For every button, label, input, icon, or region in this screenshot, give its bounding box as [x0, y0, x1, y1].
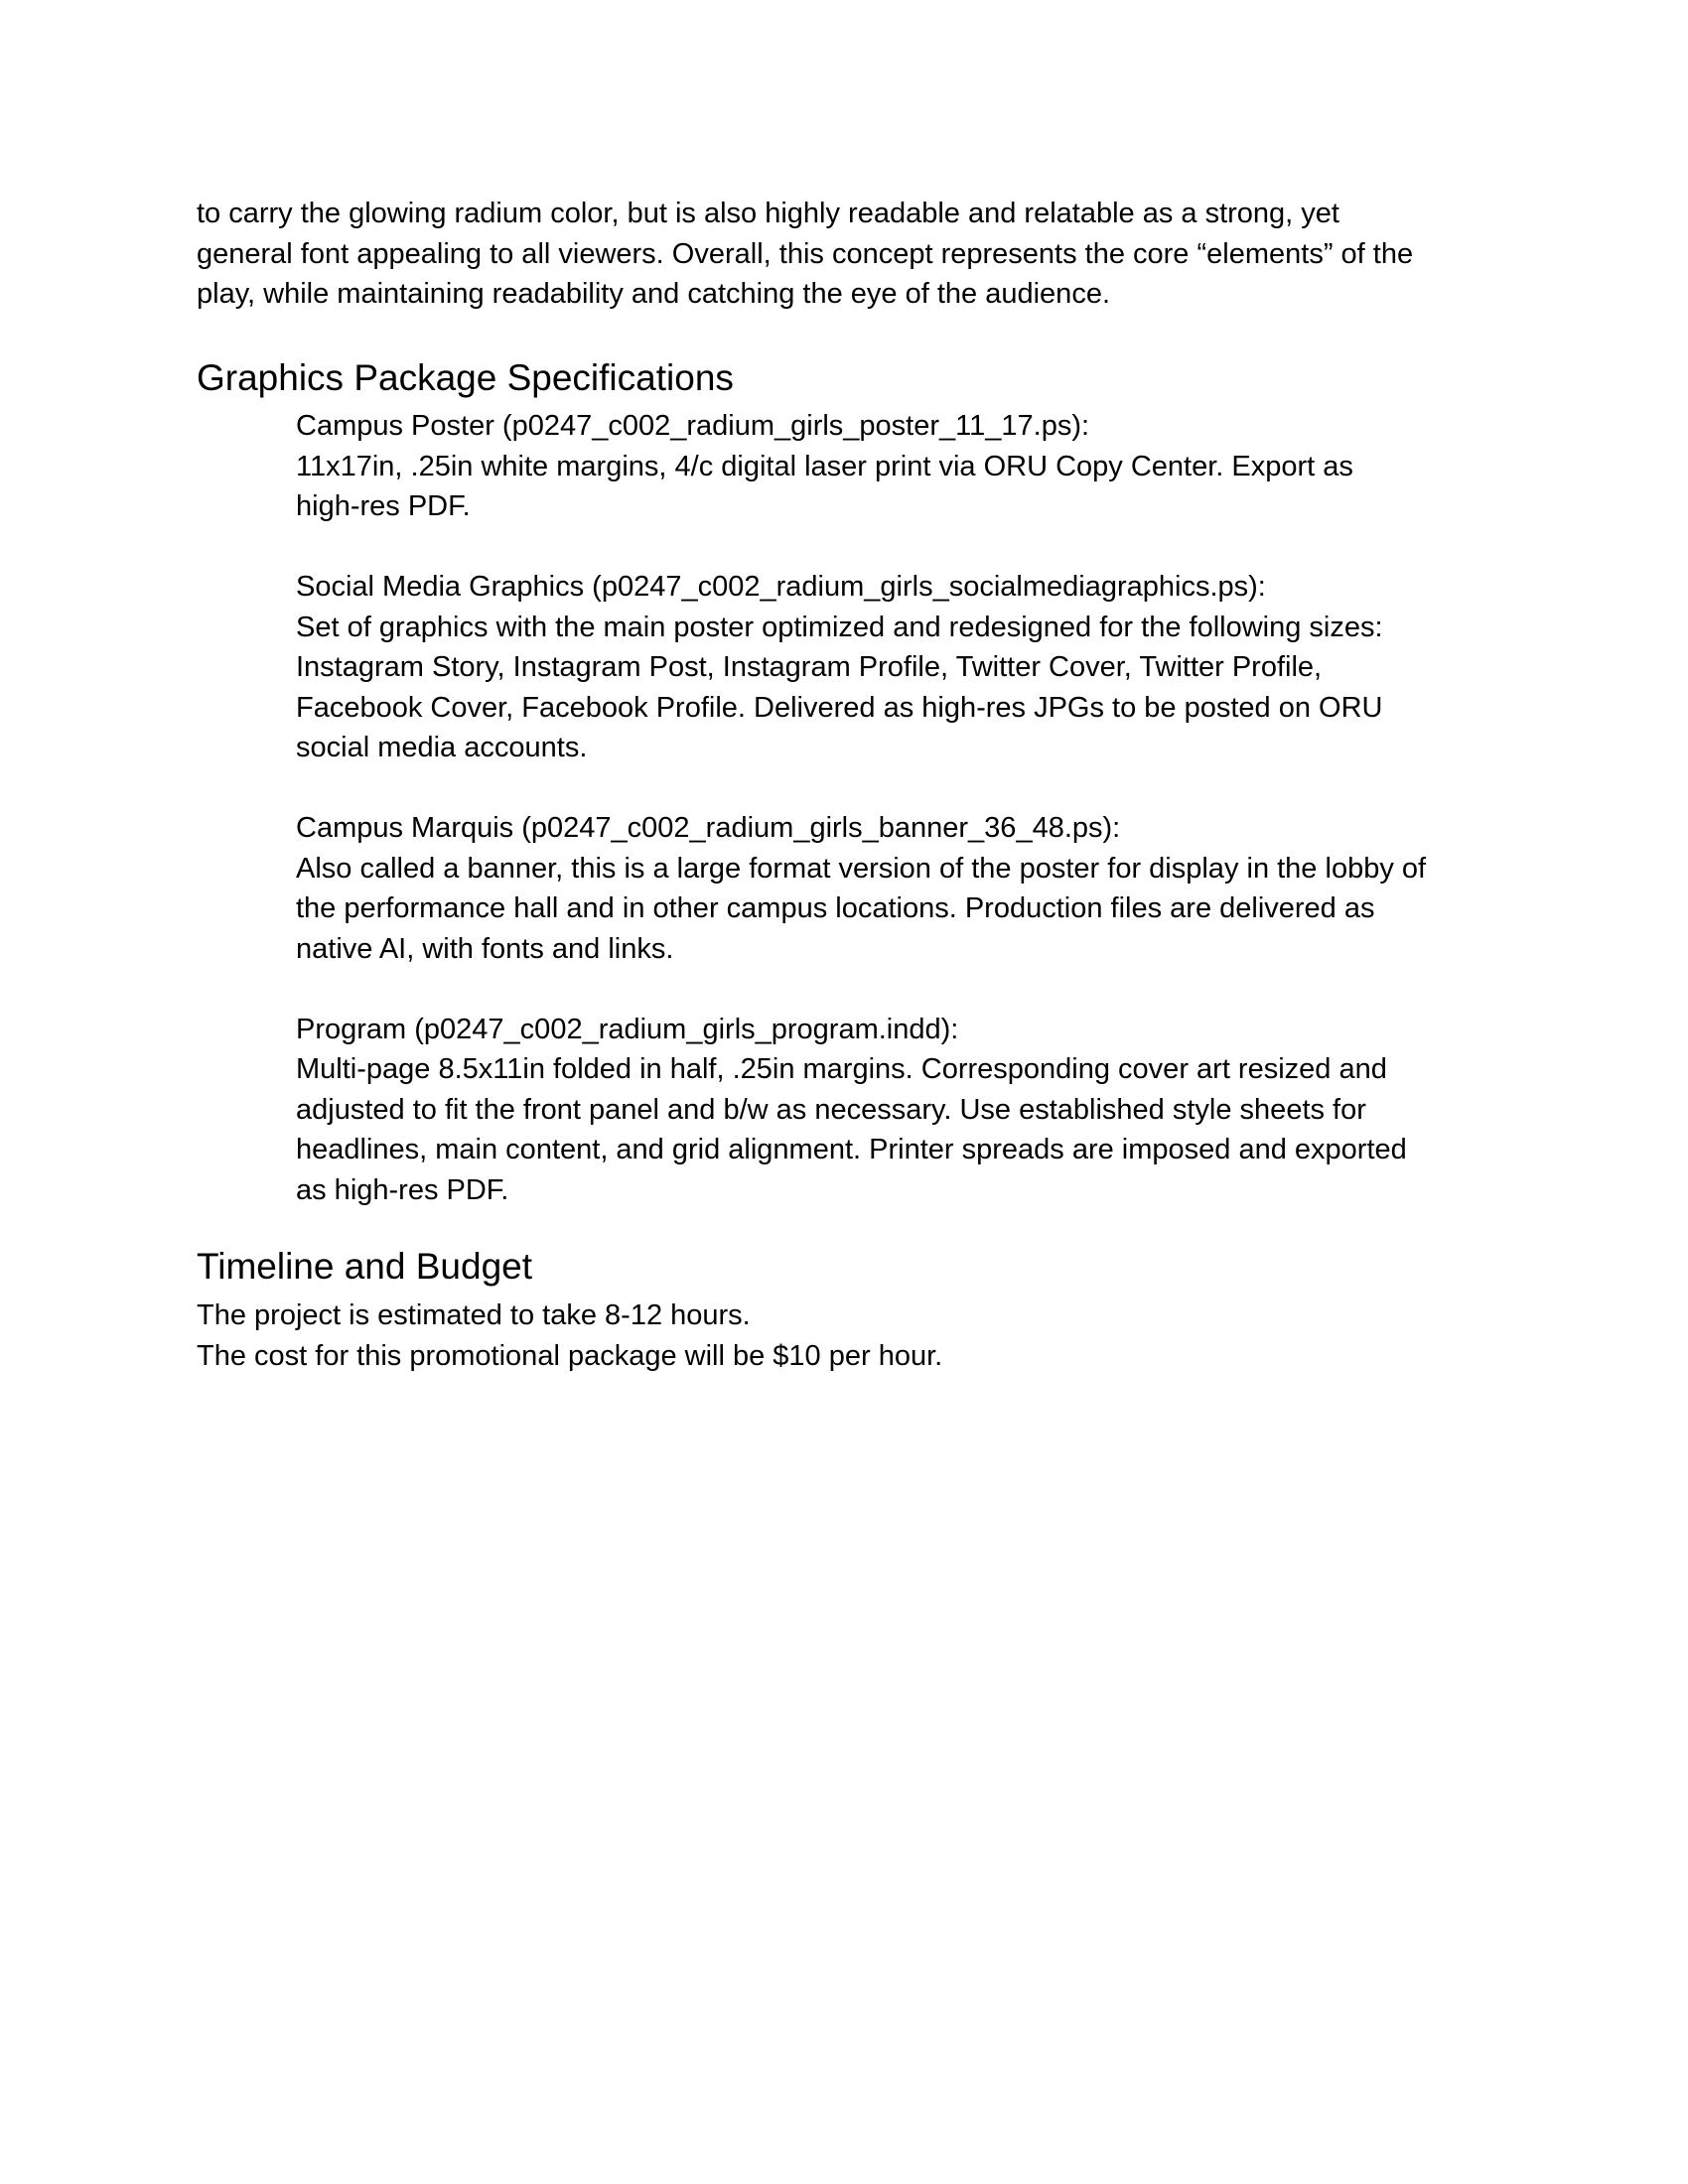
spec-item-social-media — [296, 567, 1426, 768]
spec-line: social media accounts. — [296, 732, 588, 763]
specs-list — [296, 406, 1426, 1210]
timeline-line: The cost for this promotional package will be $10 per hour. — [197, 1339, 943, 1372]
spec-title: Campus Marquis (p0247_c002_radium_girls_banner_36_48.ps): — [296, 812, 1121, 844]
spec-line: Multi-page 8.5x11in folded in half, .25in margins. Corresponding cover art resized and — [296, 1053, 1387, 1085]
spec-title: Campus Poster (p0247_c002_radium_girls_poster_11_17.ps): — [296, 410, 1090, 442]
timeline-paragraph — [197, 1296, 942, 1376]
spec-title: Social Media Graphics (p0247_c002_radium_girls_socialmediagraphics.ps): — [296, 571, 1266, 603]
spec-line: headlines, main content, and grid alignment. Printer spreads are imposed and exported — [296, 1134, 1407, 1165]
spec-item-campus-poster — [296, 406, 1426, 527]
intro-line: to carry the glowing radium color, but is also highly readable and relatable as a strong, yet — [197, 198, 1339, 229]
spec-item-program — [296, 1010, 1426, 1211]
spec-line: the performance hall and in other campus locations. Production files are delivered as — [296, 892, 1375, 924]
spec-line: adjusted to fit the front panel and b/w as necessary. Use established style sheets for — [296, 1093, 1366, 1126]
intro-line: play, while maintaining readability and catching the eye of the audience. — [197, 278, 1110, 310]
spec-line: 11x17in, .25in white margins, 4/c digital laser print via ORU Copy Center. Export as — [296, 450, 1353, 482]
spec-line: high-res PDF. — [296, 490, 471, 522]
timeline-line: The project is estimated to take 8-12 hours. — [197, 1299, 751, 1331]
spec-line: Also called a banner, this is a large format version of the poster for display in the lobby of — [296, 852, 1427, 885]
spec-line: Facebook Cover, Facebook Profile. Delivered as high-res JPGs to be posted on ORU — [296, 691, 1383, 724]
spec-line: as high-res PDF. — [296, 1173, 509, 1206]
spec-title: Program (p0247_c002_radium_girls_program.indd): — [296, 1013, 959, 1045]
spec-line: native AI, with fonts and links. — [296, 932, 674, 965]
spec-line: Set of graphics with the main poster optimized and redesigned for the following sizes: — [296, 611, 1383, 643]
intro-paragraph — [197, 194, 1413, 315]
spec-item-campus-marquis — [296, 808, 1426, 969]
intro-line: general font appealing to all viewers. Overall, this concept represents the core “elements” of the — [197, 237, 1414, 270]
spec-line: Instagram Story, Instagram Post, Instagram Profile, Twitter Cover, Twitter Profile, — [296, 651, 1323, 683]
timeline-heading: Timeline and Budget — [197, 1246, 533, 1287]
specs-heading: Graphics Package Specifications — [197, 357, 734, 398]
